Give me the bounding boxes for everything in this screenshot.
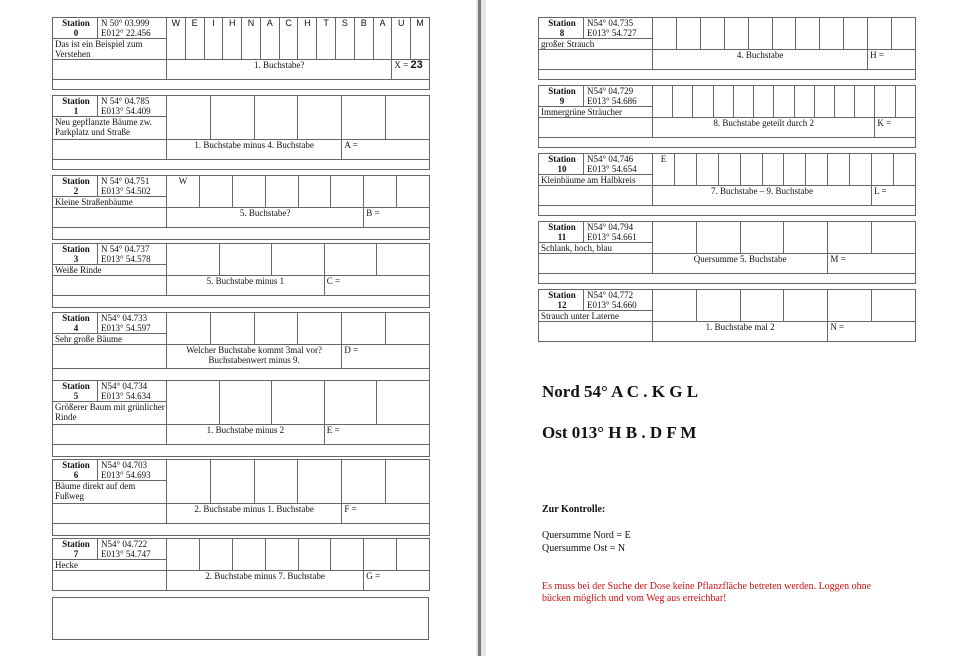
letter-box[interactable] xyxy=(232,176,265,208)
station-description: Strauch unter Laterne xyxy=(539,310,652,321)
letter-box[interactable] xyxy=(272,244,325,276)
spacer-row xyxy=(539,70,916,80)
station-9-table xyxy=(538,85,916,148)
letter-box[interactable] xyxy=(724,18,748,50)
variable-label: A = xyxy=(344,140,358,150)
letter-box[interactable] xyxy=(796,18,820,50)
question-cell: 1. Buchstabe minus 2 xyxy=(167,425,325,445)
coord-east: E012° 22.456 xyxy=(101,28,151,38)
answer-variable[interactable] xyxy=(828,254,916,274)
station-label: Station xyxy=(62,18,90,28)
station-num: 6 xyxy=(73,470,79,480)
letter-box[interactable] xyxy=(868,18,892,50)
answer-variable[interactable] xyxy=(828,322,916,342)
coord-east: E013° 54.409 xyxy=(101,106,151,116)
nord-formula: Nord 54° A C . K G L xyxy=(542,382,699,401)
letter-box[interactable] xyxy=(893,154,915,186)
letter-box[interactable] xyxy=(254,313,298,345)
letter-box[interactable] xyxy=(377,244,430,276)
letter-box[interactable] xyxy=(820,18,844,50)
empty-cell xyxy=(53,571,167,591)
empty-cell xyxy=(539,118,653,138)
empty-cell xyxy=(53,140,167,160)
letter-box[interactable] xyxy=(772,18,796,50)
letter-box[interactable] xyxy=(331,539,364,571)
letter-box[interactable] xyxy=(298,539,331,571)
station-8-table xyxy=(538,17,916,80)
letter-box[interactable] xyxy=(232,539,265,571)
station-12-table xyxy=(538,289,916,342)
letter-box[interactable]: B xyxy=(354,18,373,60)
station-number xyxy=(55,96,98,116)
coord-east: E013° 54.502 xyxy=(101,186,151,196)
letter-box[interactable] xyxy=(653,222,697,254)
coord-north: N 54° 04.785 xyxy=(101,96,150,106)
letter-box[interactable] xyxy=(693,86,713,118)
letter-box[interactable]: I xyxy=(204,18,223,60)
station-header xyxy=(53,176,167,208)
letter-box[interactable] xyxy=(762,154,784,186)
letter-box[interactable]: C xyxy=(279,18,298,60)
ost-formula: Ost 013° H B . D F M xyxy=(542,423,697,442)
coord-east: E013° 54.686 xyxy=(587,96,637,106)
station-10-table xyxy=(538,153,916,216)
letter-box[interactable]: E xyxy=(185,18,204,60)
answer-variable[interactable] xyxy=(875,118,915,138)
coord-north: N 54° 04.751 xyxy=(101,176,150,186)
letter-box[interactable] xyxy=(834,86,854,118)
spacer-row xyxy=(53,524,430,536)
letter-box[interactable] xyxy=(872,290,916,322)
letter-box[interactable] xyxy=(167,460,211,504)
letter-box[interactable] xyxy=(740,290,784,322)
answer-variable[interactable] xyxy=(324,276,429,296)
letter-box[interactable] xyxy=(386,96,430,140)
station-number xyxy=(55,539,98,559)
empty-cell xyxy=(53,425,167,445)
letter-box[interactable] xyxy=(740,154,762,186)
variable-label: L = xyxy=(874,186,887,196)
spacer-row xyxy=(539,274,916,284)
letter-box[interactable] xyxy=(673,86,693,118)
station-7-table xyxy=(52,538,430,591)
station-num: 5 xyxy=(73,391,79,401)
letter-box[interactable] xyxy=(696,154,718,186)
answer-variable[interactable] xyxy=(364,571,430,591)
empty-cell xyxy=(53,60,167,80)
letter-box[interactable]: W xyxy=(167,176,200,208)
letter-box[interactable] xyxy=(167,96,211,140)
coord-north: N 54° 04.737 xyxy=(101,244,150,254)
variable-label: N = xyxy=(830,322,845,332)
letter-box[interactable] xyxy=(386,313,430,345)
letter-box[interactable] xyxy=(653,86,673,118)
coord-east: E013° 54.661 xyxy=(587,232,637,242)
letter-box[interactable] xyxy=(733,86,753,118)
station-0-table xyxy=(52,17,430,90)
coord-north: N54° 04.772 xyxy=(587,290,634,300)
letter-box[interactable] xyxy=(210,460,254,504)
letter-box[interactable] xyxy=(342,460,386,504)
letter-box[interactable] xyxy=(210,96,254,140)
answer-variable[interactable] xyxy=(342,345,430,369)
letter-box[interactable] xyxy=(828,154,850,186)
letter-box[interactable] xyxy=(718,154,740,186)
letter-box[interactable] xyxy=(364,539,397,571)
coord-east: E013° 54.693 xyxy=(101,470,151,480)
letter-box[interactable] xyxy=(844,18,868,50)
letter-box[interactable] xyxy=(298,460,342,504)
letter-box[interactable] xyxy=(265,176,298,208)
station-num: 11 xyxy=(557,232,567,242)
coord-east: E013° 54.727 xyxy=(587,28,637,38)
coord-north: N54° 04.722 xyxy=(101,539,148,549)
station-number xyxy=(55,18,98,38)
letter-box[interactable] xyxy=(377,381,430,425)
spacer-row xyxy=(53,80,430,90)
station-coordinates xyxy=(98,539,151,559)
station-coordinates xyxy=(98,381,151,401)
variable-label: F = xyxy=(344,504,357,514)
letter-box[interactable]: S xyxy=(336,18,355,60)
station-coordinates xyxy=(584,18,637,38)
station-label: Station xyxy=(548,290,576,300)
letter-box[interactable] xyxy=(774,86,794,118)
coord-north: N54° 04.734 xyxy=(101,381,148,391)
station-description: Neu gepflanzte Bäume zw. Parkplatz und Straße xyxy=(53,116,166,137)
question-cell: 1. Buchstabe? xyxy=(167,60,392,80)
letter-box[interactable] xyxy=(784,154,806,186)
coord-north: N54° 04.746 xyxy=(587,154,634,164)
letter-box[interactable] xyxy=(653,18,677,50)
station-header xyxy=(53,539,167,571)
station-description: Bäume direkt auf dem Fußweg xyxy=(53,480,166,501)
letter-box[interactable] xyxy=(806,154,828,186)
station-description: Immergrüne Sträucher xyxy=(539,106,652,117)
station-description: Größerer Baum mit grünlicher Rinde xyxy=(55,402,165,422)
letter-box[interactable] xyxy=(872,154,894,186)
letter-box[interactable] xyxy=(331,176,364,208)
letter-box[interactable] xyxy=(828,290,872,322)
station-header xyxy=(53,313,167,345)
station-coordinates xyxy=(584,86,637,106)
station-number xyxy=(541,18,584,38)
variable-label: D = xyxy=(344,345,359,355)
letter-box[interactable] xyxy=(364,176,397,208)
letter-box[interactable] xyxy=(167,244,220,276)
letter-box[interactable] xyxy=(653,290,697,322)
empty-cell xyxy=(53,345,167,369)
station-label: Station xyxy=(62,313,90,323)
station-number xyxy=(541,86,584,106)
letter-box[interactable]: U xyxy=(392,18,411,60)
letter-box[interactable] xyxy=(324,244,377,276)
answer-variable[interactable] xyxy=(324,425,429,445)
question-cell: Welcher Buchstabe kommt 3mal vor? Buchstabenwert minus 9. xyxy=(167,345,342,369)
station-num: 9 xyxy=(559,96,565,106)
station-number xyxy=(55,176,98,196)
station-4-table xyxy=(52,312,430,381)
quersumme-ost: Quersumme Ost = N xyxy=(542,543,626,554)
station-coordinates xyxy=(98,96,151,116)
empty-cell xyxy=(53,208,167,228)
letter-box[interactable] xyxy=(298,313,342,345)
page-divider xyxy=(478,0,481,656)
answer-variable[interactable] xyxy=(342,504,430,524)
station-label: Station xyxy=(548,222,576,232)
station-number xyxy=(55,244,98,264)
station-label: Station xyxy=(62,460,90,470)
variable-label: B = xyxy=(366,208,380,218)
answer-variable[interactable] xyxy=(392,60,430,80)
letter-box[interactable]: N xyxy=(242,18,261,60)
letter-box[interactable] xyxy=(324,381,377,425)
question-cell: Quersumme 5. Buchstabe xyxy=(653,254,828,274)
station-header xyxy=(539,86,653,118)
coord-north: N54° 04.703 xyxy=(101,460,148,470)
letter-box[interactable] xyxy=(219,381,272,425)
station-5-table xyxy=(52,380,430,457)
question-cell: 5. Buchstabe minus 1 xyxy=(167,276,325,296)
coord-north: N54° 04.735 xyxy=(587,18,634,28)
letter-box[interactable] xyxy=(784,222,828,254)
spacer-row xyxy=(53,445,430,457)
coord-east: E013° 54.747 xyxy=(101,549,151,559)
station-3-table xyxy=(52,243,430,308)
question-cell: 2. Buchstabe minus 7. Buchstabe xyxy=(167,571,364,591)
question-cell: 8. Buchstabe geteilt durch 2 xyxy=(653,118,875,138)
coord-north: N54° 04.794 xyxy=(587,222,634,232)
answer-variable[interactable] xyxy=(868,50,916,70)
answer-variable[interactable] xyxy=(342,140,430,160)
spacer-row xyxy=(539,206,916,216)
quersumme-nord: Quersumme Nord = E xyxy=(542,530,631,541)
station-header xyxy=(539,290,653,322)
question-cell: 2. Buchstabe minus 1. Buchstabe xyxy=(167,504,342,524)
letter-box[interactable] xyxy=(167,381,220,425)
variable-value: 23 xyxy=(410,59,423,71)
variable-label: H = xyxy=(870,50,884,60)
coord-north: N 50° 03.999 xyxy=(101,18,150,28)
notes-area[interactable] xyxy=(53,598,429,640)
station-description: Kleinbäume am Halbkreis xyxy=(539,174,652,185)
station-label: Station xyxy=(62,96,90,106)
station-coordinates xyxy=(98,313,151,333)
station-6-table xyxy=(52,459,430,536)
question-cell: 4. Buchstabe xyxy=(653,50,868,70)
station-description: Das ist ein Beispiel zum Verstehen xyxy=(53,38,166,59)
letter-box[interactable] xyxy=(700,18,724,50)
station-description: Kleine Straßenbäume xyxy=(53,196,166,207)
letter-box[interactable] xyxy=(784,290,828,322)
letter-box[interactable] xyxy=(219,244,272,276)
station-11-table xyxy=(538,221,916,284)
letter-box[interactable]: W xyxy=(167,18,186,60)
letter-box[interactable] xyxy=(397,539,430,571)
letter-box[interactable] xyxy=(167,313,211,345)
station-coordinates xyxy=(584,222,637,242)
coord-east: E013° 54.597 xyxy=(101,323,151,333)
letter-box[interactable] xyxy=(265,539,298,571)
station-num: 12 xyxy=(557,300,567,310)
letter-box[interactable] xyxy=(210,313,254,345)
answer-variable[interactable] xyxy=(364,208,430,228)
station-label: Station xyxy=(548,18,576,28)
station-num: 7 xyxy=(73,549,79,559)
spacer-row xyxy=(53,296,430,308)
station-coordinates xyxy=(98,244,151,264)
station-num: 0 xyxy=(73,28,79,38)
letter-box[interactable] xyxy=(272,381,325,425)
answer-variable[interactable] xyxy=(872,186,916,206)
letter-box[interactable] xyxy=(696,290,740,322)
letter-box[interactable] xyxy=(895,86,915,118)
station-num: 1 xyxy=(73,106,79,116)
letter-box[interactable] xyxy=(397,176,430,208)
letter-box[interactable] xyxy=(254,96,298,140)
spacer-row xyxy=(53,369,430,381)
letter-box[interactable] xyxy=(748,18,772,50)
letter-box[interactable]: A xyxy=(373,18,392,60)
station-description: großer Strauch xyxy=(539,38,652,49)
trailing-blank-table xyxy=(52,597,429,640)
letter-box[interactable] xyxy=(872,222,916,254)
question-cell: 5. Buchstabe? xyxy=(167,208,364,228)
coord-east: E013° 54.654 xyxy=(587,164,637,174)
letter-box[interactable] xyxy=(298,176,331,208)
station-coordinates xyxy=(584,154,637,174)
letter-box[interactable] xyxy=(892,18,916,50)
letter-box[interactable] xyxy=(298,96,342,140)
station-description: Sehr große Bäume xyxy=(53,333,166,344)
station-header xyxy=(53,460,167,504)
station-header xyxy=(539,222,653,254)
station-num: 4 xyxy=(73,323,79,333)
empty-cell xyxy=(53,504,167,524)
letter-box[interactable] xyxy=(850,154,872,186)
letter-box[interactable] xyxy=(199,539,232,571)
station-header xyxy=(53,18,167,60)
station-number xyxy=(55,381,98,401)
letter-box[interactable] xyxy=(875,86,895,118)
station-coordinates xyxy=(98,18,151,38)
station-number xyxy=(541,154,584,174)
spacer-row xyxy=(539,138,916,148)
letter-box[interactable] xyxy=(696,222,740,254)
letter-box[interactable] xyxy=(754,86,774,118)
spacer-row xyxy=(53,228,430,240)
question-cell: 1. Buchstabe minus 4. Buchstabe xyxy=(167,140,342,160)
letter-box[interactable] xyxy=(342,96,386,140)
variable-label: C = xyxy=(326,276,341,286)
empty-cell xyxy=(53,276,167,296)
warning-note: Es muss bei der Suche der Dose keine Pflanzfläche betreten werden. Loggen ohne bücken möglich und vom Weg aus erreichbar! xyxy=(542,581,872,604)
empty-cell xyxy=(539,186,653,206)
variable-label: E = xyxy=(326,425,340,435)
station-coordinates xyxy=(98,176,151,196)
question-cell: 7. Buchstabe – 9. Buchstabe xyxy=(653,186,872,206)
variable-label: G = xyxy=(366,571,381,581)
letter-box[interactable] xyxy=(740,222,784,254)
variable-label: M = xyxy=(830,254,846,264)
coord-east: E013° 54.578 xyxy=(101,254,151,264)
station-label: Station xyxy=(62,539,90,549)
station-coordinates xyxy=(98,460,151,480)
letter-box[interactable] xyxy=(676,18,700,50)
variable-label: K = xyxy=(877,118,892,128)
letter-box[interactable]: M xyxy=(411,18,430,60)
coord-east: E013° 54.634 xyxy=(101,391,151,401)
coord-east: E013° 54.660 xyxy=(587,300,637,310)
letter-box[interactable]: H xyxy=(298,18,317,60)
letter-box[interactable]: A xyxy=(260,18,279,60)
station-num: 3 xyxy=(73,254,79,264)
station-number xyxy=(55,460,98,480)
letter-box[interactable] xyxy=(828,222,872,254)
variable-label: X = xyxy=(394,60,411,70)
station-label: Station xyxy=(62,381,90,391)
letter-box[interactable] xyxy=(674,154,696,186)
letter-box[interactable]: E xyxy=(653,154,675,186)
station-label: Station xyxy=(548,86,576,96)
station-header xyxy=(53,244,167,276)
empty-cell xyxy=(539,322,653,342)
station-coordinates xyxy=(584,290,637,310)
letter-box[interactable] xyxy=(199,176,232,208)
station-label: Station xyxy=(62,176,90,186)
station-header xyxy=(53,381,167,425)
letter-box[interactable] xyxy=(814,86,834,118)
coord-north: N54° 04.733 xyxy=(101,313,148,323)
question-cell: 1. Buchstabe mal 2 xyxy=(653,322,828,342)
station-1-table xyxy=(52,95,430,170)
letter-box[interactable]: H xyxy=(223,18,242,60)
letter-box[interactable] xyxy=(386,460,430,504)
letter-box[interactable] xyxy=(713,86,733,118)
kontrolle-title: Zur Kontrolle: xyxy=(542,504,606,515)
station-number xyxy=(55,313,98,333)
letter-box[interactable] xyxy=(794,86,814,118)
station-2-table xyxy=(52,175,430,240)
empty-cell xyxy=(539,50,653,70)
letter-box[interactable] xyxy=(167,539,200,571)
station-number xyxy=(541,222,584,242)
empty-cell xyxy=(539,254,653,274)
station-label: Station xyxy=(548,154,576,164)
station-label: Station xyxy=(62,244,90,254)
coord-north: N54° 04.729 xyxy=(587,86,634,96)
station-description: Schlank, hoch, blau xyxy=(539,242,652,253)
letter-box[interactable] xyxy=(342,313,386,345)
letter-box[interactable]: T xyxy=(317,18,336,60)
station-header xyxy=(539,154,653,186)
letter-box[interactable] xyxy=(254,460,298,504)
station-header xyxy=(53,96,167,140)
station-description: Weiße Rinde xyxy=(53,264,166,275)
station-num: 8 xyxy=(559,28,565,38)
station-description: Hecke xyxy=(53,559,166,570)
spacer-row xyxy=(53,160,430,170)
station-num: 2 xyxy=(73,186,79,196)
station-number xyxy=(541,290,584,310)
station-header xyxy=(539,18,653,50)
station-num: 10 xyxy=(557,164,567,174)
letter-box[interactable] xyxy=(855,86,875,118)
